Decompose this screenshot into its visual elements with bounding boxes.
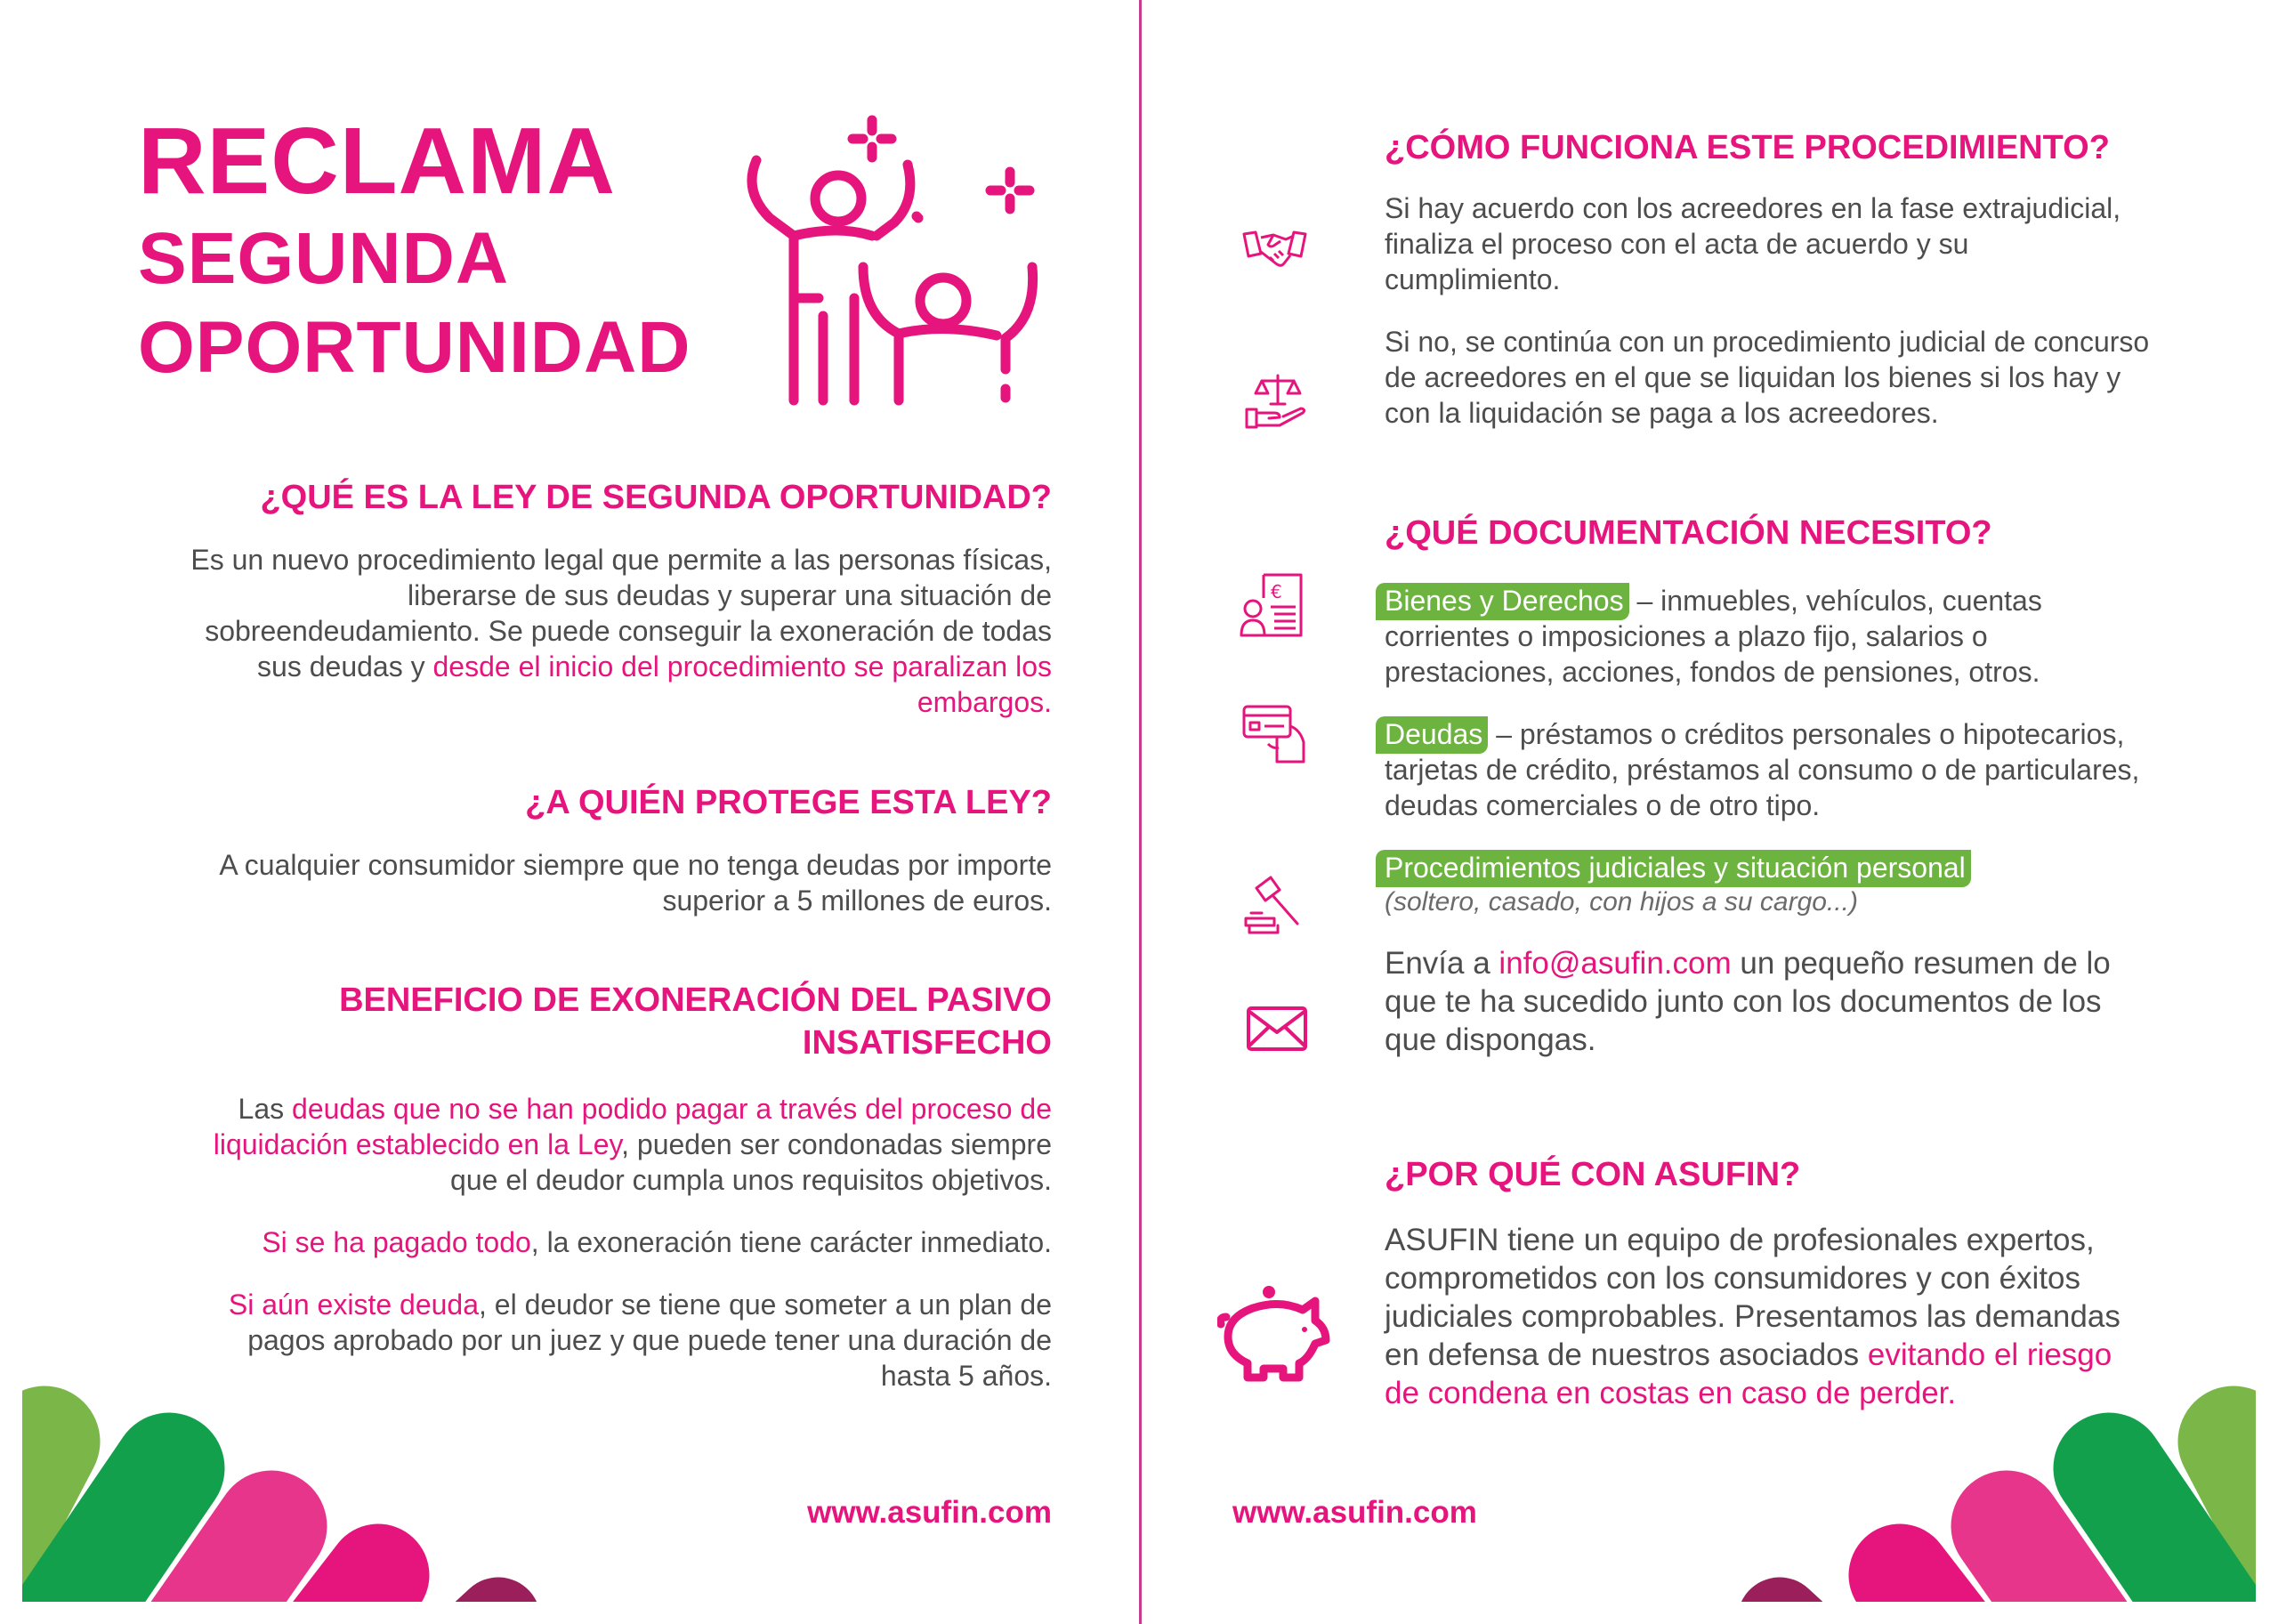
how-paragraph-1: Si hay acuerdo con los acreedores en la fase extrajudicial, finaliza el proceso con el acta de acuerdo y su cumplimiento. [1385, 192, 2121, 295]
section-who-protected [187, 781, 1052, 918]
section-benefit [187, 979, 1052, 1394]
website-link-left[interactable]: www.asufin.com [807, 1495, 1052, 1530]
doc-item-assets [1385, 583, 2150, 690]
heading-who-protected: ¿A QUIÉN PROTEGE ESTA LEY? [525, 784, 1052, 821]
website-link-right[interactable]: www.asufin.com [1232, 1495, 1477, 1530]
why-body-highlight: evitando el riesgo de condena en costas en caso de perder. [1385, 1337, 2112, 1410]
section-what-is-law [187, 476, 1052, 720]
send-post: un pequeño resumen de lo que te ha sucedido junto con los documentos de los que dispongas. [1385, 946, 2111, 1057]
doc-text-assets: – inmuebles, vehículos, cuentas corrientes o imposiciones a plazo fijo, salarios o prestaciones, acciones, fondos de pensiones, otros. [1385, 585, 2042, 688]
doc-text-debts: – préstamos o créditos personales o hipotecarios, tarjetas de crédito, préstamos al consumo o de particulares, deudas comerciales o de otro tipo. [1385, 718, 2140, 821]
doc-label-procedures: Procedimientos judiciales y situación personal [1376, 850, 1971, 887]
heading-why-asufin: ¿POR QUÉ CON ASUFIN? [1385, 1156, 1801, 1193]
body-what-is-law [187, 542, 1052, 720]
decorative-stripes-right [1708, 1370, 2278, 1606]
why-body-text: ASUFIN tiene un equipo de profesionales expertos, comprometidos con los consumidores y con éxitos judiciales comprobables. Presentamos las demandas en defensa de nuestros asociados [1385, 1223, 2120, 1372]
hero-title-line1: RECLAMA [138, 109, 616, 214]
handshake-icon [1241, 227, 1308, 271]
section-documentation [1385, 512, 2150, 1059]
hero-title-line2: SEGUNDA [138, 218, 510, 299]
p1-pre: Las [238, 1093, 293, 1125]
p1-post: , pueden ser condonadas siempre que el deudor cumpla unos requisitos objetivos. [450, 1128, 1052, 1196]
doc-label-debts: Deudas [1376, 716, 1488, 754]
benefit-paragraph-2 [187, 1224, 1052, 1260]
doc-item-debts [1385, 716, 2150, 823]
credit-card-hand-icon [1241, 703, 1308, 765]
heading-benefit-line1: BENEFICIO DE EXONERACIÓN DEL PASIVO [339, 982, 1052, 1019]
p3-post: , el deudor se tiene que someter a un plan de pagos aprobado por un juez y que puede tener una duración de hasta 5 años. [247, 1289, 1052, 1392]
heading-documentation: ¿QUÉ DOCUMENTACIÓN NECESITO? [1385, 514, 1992, 552]
celebrating-people-icon [739, 111, 1050, 418]
how-paragraph-2: Si no, se continúa con un procedimiento judicial de concurso de acreedores en el que se liquidan los bienes si los hay y con la liquidación se paga a los acreedores. [1385, 326, 2150, 429]
p2-highlight: Si se ha pagado todo [262, 1226, 531, 1258]
heading-what-is-law: ¿QUÉ ES LA LEY DE SEGUNDA OPORTUNIDAD? [260, 479, 1052, 516]
body-text: Es un nuevo procedimiento legal que permite a las personas físicas, liberarse de sus deudas y superar una situación de sobreendeudamiento. Se puede conseguir la exoneración de todas sus deudas y [190, 544, 1052, 683]
p3-highlight: Si aún existe deuda [228, 1289, 479, 1321]
piggy-bank-icon [1217, 1281, 1333, 1384]
send-pre: Envía a [1385, 946, 1499, 981]
heading-benefit-line2: INSATISFECHO [802, 1024, 1052, 1062]
p1-highlight: deudas que no se han podido pagar a través del proceso de liquidación establecido en la Ley [213, 1093, 1052, 1160]
doc-label-assets: Bienes y Derechos [1376, 583, 1629, 620]
hero-title-line3: OPORTUNIDAD [138, 307, 691, 388]
decorative-stripes-left [0, 1370, 570, 1606]
justice-scale-hand-icon [1244, 372, 1308, 432]
body-highlight: desde el inicio del procedimiento se paralizan los embargos. [432, 650, 1052, 718]
doc-note-procedures: (soltero, casado, con hijos a su cargo...) [1385, 887, 1858, 917]
mail-envelope-icon [1246, 1006, 1308, 1052]
svg-text:€: € [1271, 581, 1282, 602]
page-divider [1139, 0, 1142, 1624]
invoice-document-icon [1239, 571, 1305, 638]
doc-item-procedures [1385, 850, 2150, 885]
email-link[interactable]: info@asufin.com [1498, 946, 1732, 981]
section-how-it-works [1385, 126, 2150, 431]
body-who-protected: A cualquier consumidor siempre que no tenga deudas por importe superior a 5 millones de euros. [219, 849, 1052, 917]
p2-post: , la exoneración tiene carácter inmediato. [530, 1226, 1052, 1258]
heading-how-it-works: ¿CÓMO FUNCIONA ESTE PROCEDIMIENTO? [1385, 129, 2110, 166]
gavel-icon [1242, 874, 1305, 936]
send-instructions [1385, 944, 2150, 1059]
benefit-paragraph-1 [187, 1091, 1052, 1198]
